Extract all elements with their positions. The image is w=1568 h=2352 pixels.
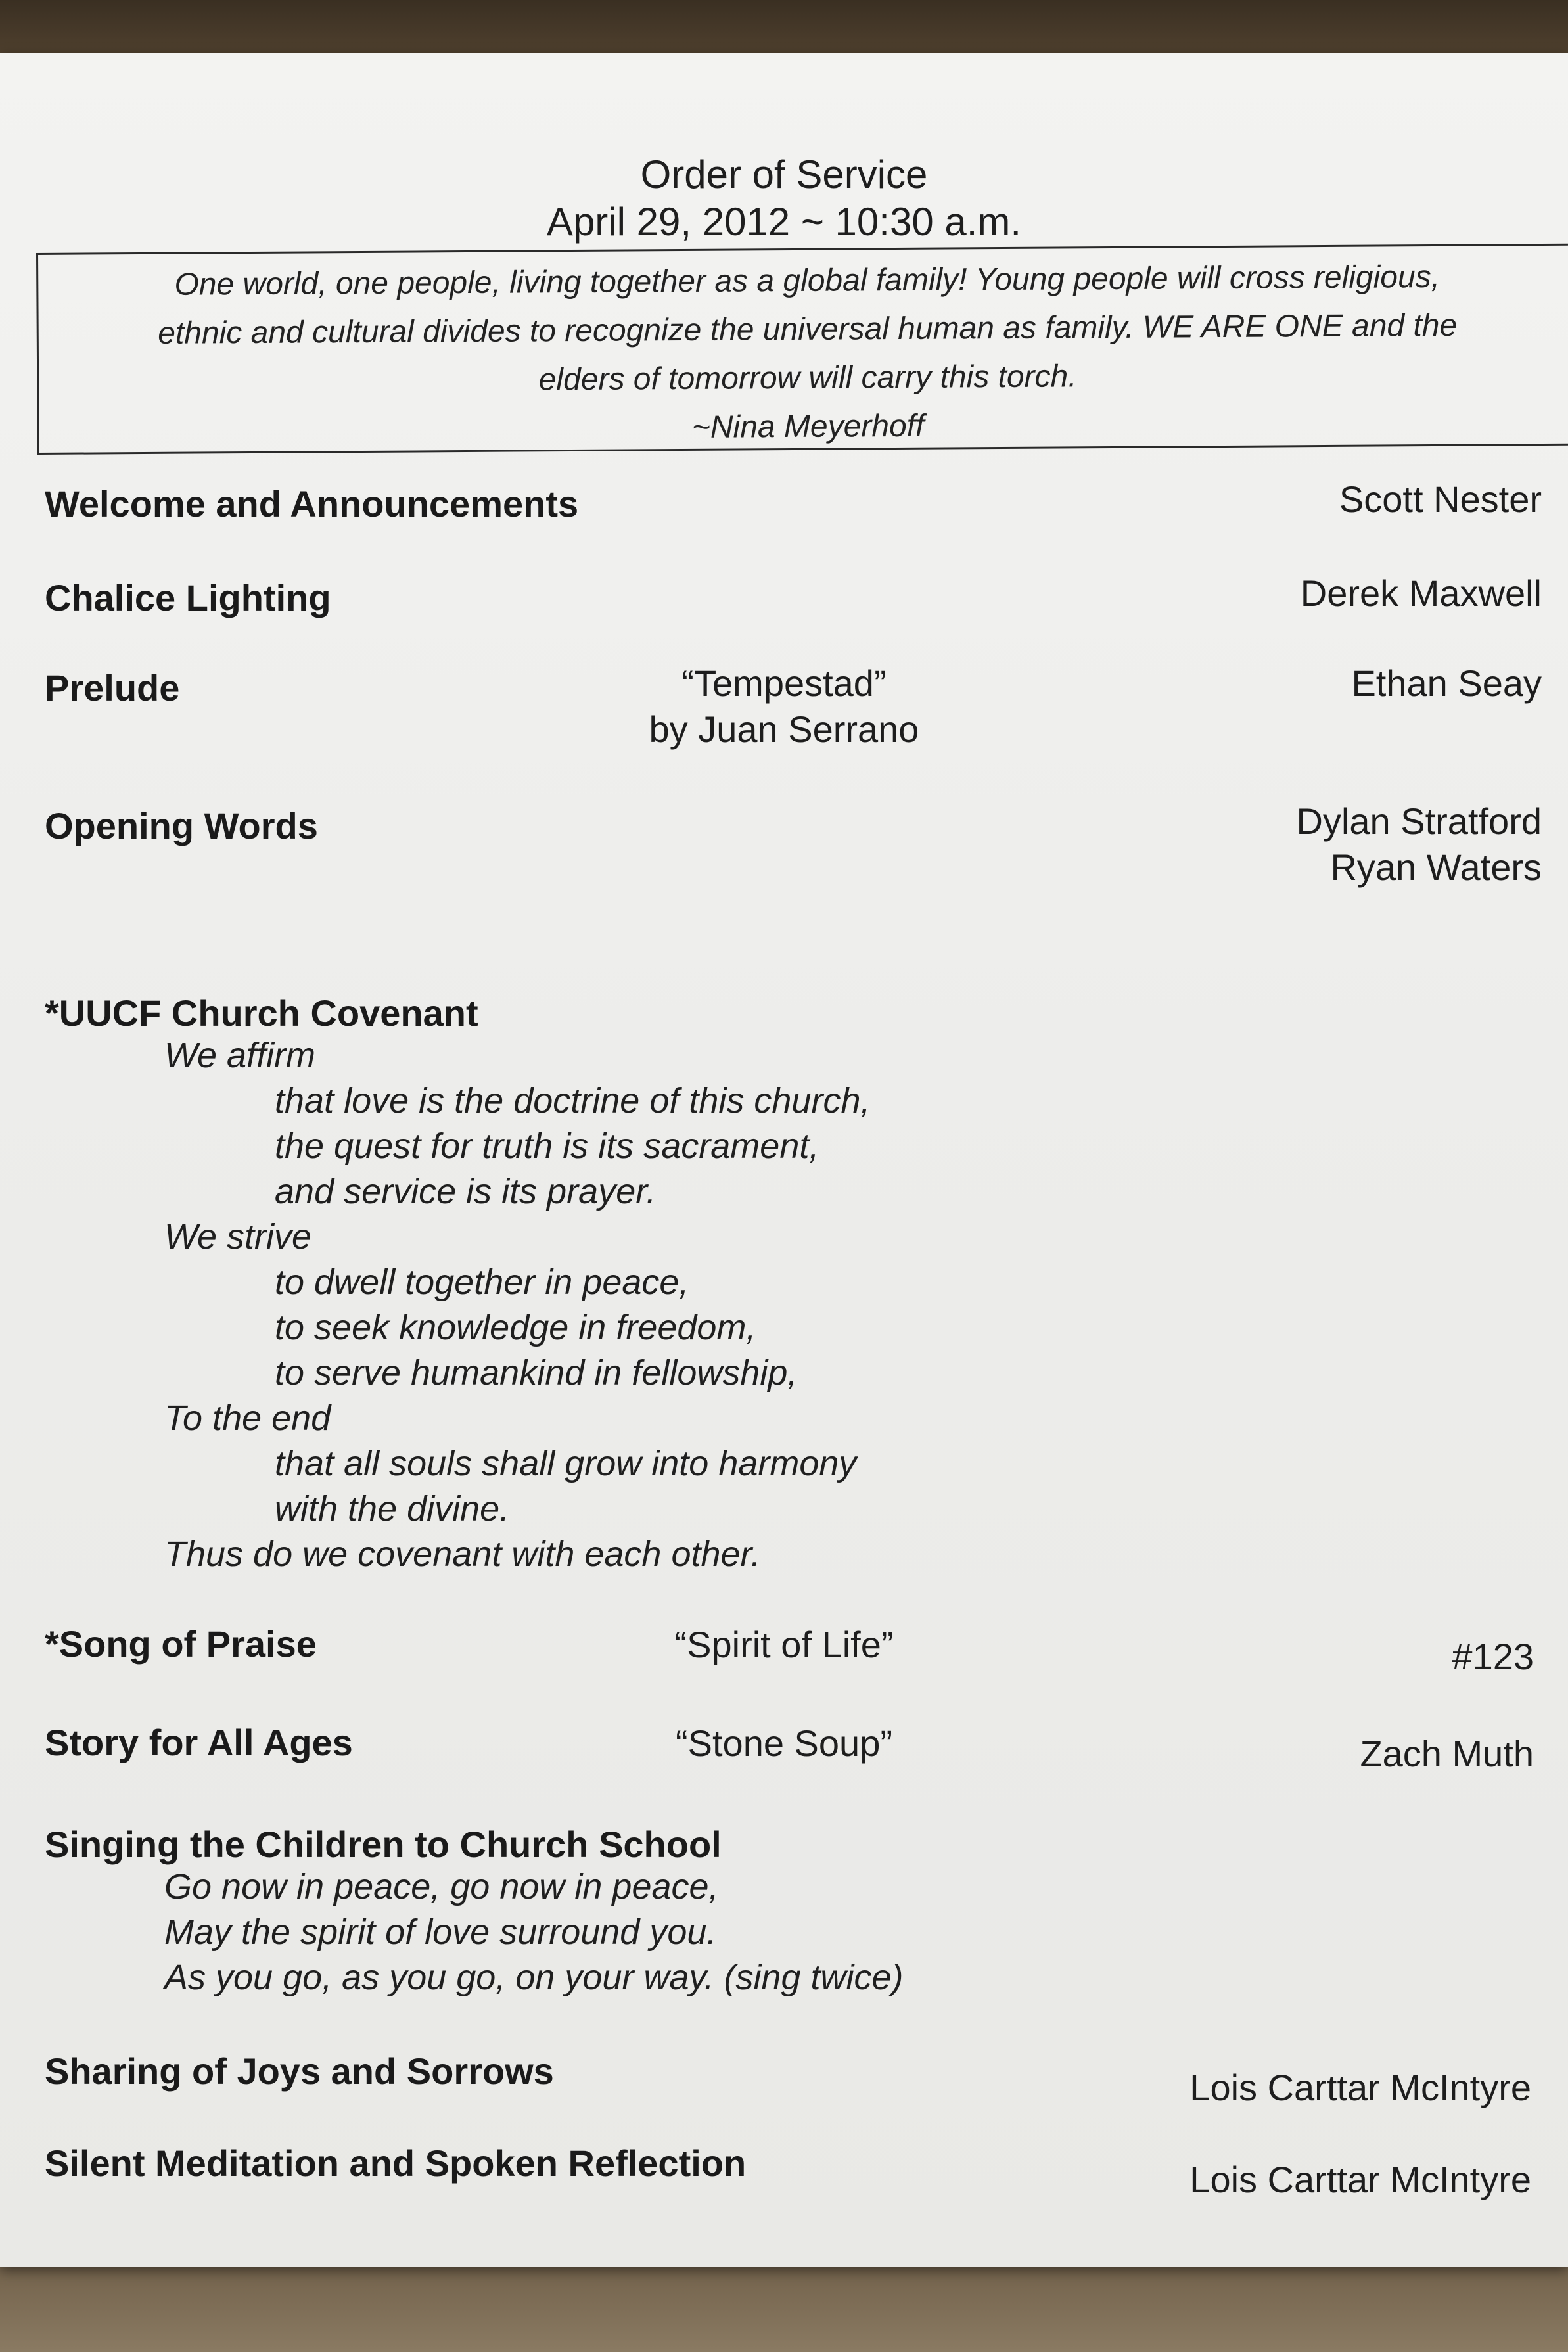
item-leader bbox=[1351, 660, 1542, 706]
leader-name: Derek Maxwell bbox=[1300, 572, 1542, 614]
covenant-line: Thus do we covenant with each other. bbox=[164, 1534, 761, 1574]
program-sheet bbox=[0, 53, 1568, 2267]
quote-box bbox=[36, 244, 1568, 455]
leader-name: Zach Muth bbox=[1360, 1733, 1534, 1774]
item-title: Welcome and Announcements bbox=[45, 483, 579, 524]
piece-title: “Tempestad” bbox=[681, 662, 887, 704]
leader-name: Ryan Waters bbox=[1330, 846, 1542, 888]
leader-name: Dylan Stratford bbox=[1296, 800, 1542, 842]
service-item-meditation bbox=[0, 2136, 1568, 2200]
covenant-line: with the divine. bbox=[275, 1489, 510, 1529]
service-item-welcome bbox=[0, 476, 1568, 529]
song-line: May the spirit of love surround you. bbox=[164, 1912, 717, 1952]
piece-title: “Stone Soup” bbox=[676, 1722, 892, 1764]
leader-name: Scott Nester bbox=[1339, 478, 1542, 520]
quote-line: ethnic and cultural divides to recognize the universal human as family. WE ARE ONE and the bbox=[158, 308, 1458, 351]
item-leader bbox=[1301, 570, 1542, 616]
quote-line: One world, one people, living together as a global family! Young people will cross religious, bbox=[174, 259, 1441, 302]
program-content bbox=[0, 53, 1568, 2267]
covenant-line: to serve humankind in fellowship, bbox=[275, 1353, 798, 1393]
piece-title: “Spirit of Life” bbox=[674, 1624, 894, 1665]
item-title: Silent Meditation and Spoken Reflection bbox=[45, 2142, 747, 2184]
piece-composer: by Juan Serrano bbox=[649, 708, 919, 750]
covenant-line: We strive bbox=[164, 1217, 312, 1257]
page-title: Order of Service bbox=[640, 152, 928, 196]
service-item-chalice-lighting bbox=[0, 570, 1568, 623]
covenant-line: to seek knowledge in freedom, bbox=[275, 1308, 756, 1347]
quote-attribution: ~Nina Meyerhoff bbox=[691, 408, 925, 445]
item-title: *Song of Praise bbox=[45, 1623, 317, 1665]
covenant-line: To the end bbox=[164, 1398, 331, 1438]
service-item-covenant bbox=[0, 986, 1568, 1038]
covenant-line: the quest for truth is its sacrament, bbox=[275, 1126, 819, 1166]
item-leader bbox=[1297, 798, 1542, 890]
quote-line: elders of tomorrow will carry this torch. bbox=[538, 359, 1077, 398]
service-item-song-of-praise bbox=[0, 1617, 1568, 1677]
item-piece bbox=[0, 660, 1568, 752]
leader-name: Ethan Seay bbox=[1351, 662, 1542, 704]
item-title: *UUCF Church Covenant bbox=[45, 992, 478, 1034]
covenant-line: and service is its prayer. bbox=[275, 1172, 657, 1211]
covenant-line: to dwell together in peace, bbox=[275, 1262, 689, 1302]
item-hymn-number bbox=[1452, 1634, 1534, 1680]
item-title: Sharing of Joys and Sorrows bbox=[45, 2050, 554, 2092]
covenant-line: that all souls shall grow into harmony bbox=[275, 1444, 857, 1483]
service-date: April 29, 2012 ~ 10:30 a.m. bbox=[546, 200, 1022, 244]
song-line: Go now in peace, go now in peace, bbox=[164, 1867, 719, 1906]
item-leader bbox=[1339, 476, 1542, 522]
item-title: Prelude bbox=[45, 667, 180, 708]
quote-text bbox=[51, 252, 1564, 456]
hymn-number: #123 bbox=[1452, 1636, 1534, 1677]
item-leader bbox=[1189, 2065, 1531, 2111]
service-item-opening-words bbox=[0, 798, 1568, 888]
item-title: Chalice Lighting bbox=[45, 577, 331, 618]
song-line: As you go, as you go, on your way. (sing twice) bbox=[164, 1958, 904, 1997]
item-title: Opening Words bbox=[45, 805, 318, 846]
service-item-story bbox=[0, 1715, 1568, 1774]
item-title: Story for All Ages bbox=[45, 1722, 353, 1763]
item-title: Singing the Children to Church School bbox=[45, 1824, 722, 1865]
service-item-children-song bbox=[0, 1817, 1568, 1870]
leader-name: Lois Carttar McIntyre bbox=[1189, 2067, 1531, 2108]
covenant-line: We affirm bbox=[164, 1036, 316, 1075]
item-leader bbox=[1360, 1731, 1534, 1777]
service-item-prelude bbox=[0, 660, 1568, 750]
covenant-line: that love is the doctrine of this church, bbox=[275, 1081, 871, 1120]
leader-name: Lois Carttar McIntyre bbox=[1189, 2159, 1531, 2200]
item-leader bbox=[1189, 2157, 1531, 2203]
service-item-joys-sorrows bbox=[0, 2044, 1568, 2108]
